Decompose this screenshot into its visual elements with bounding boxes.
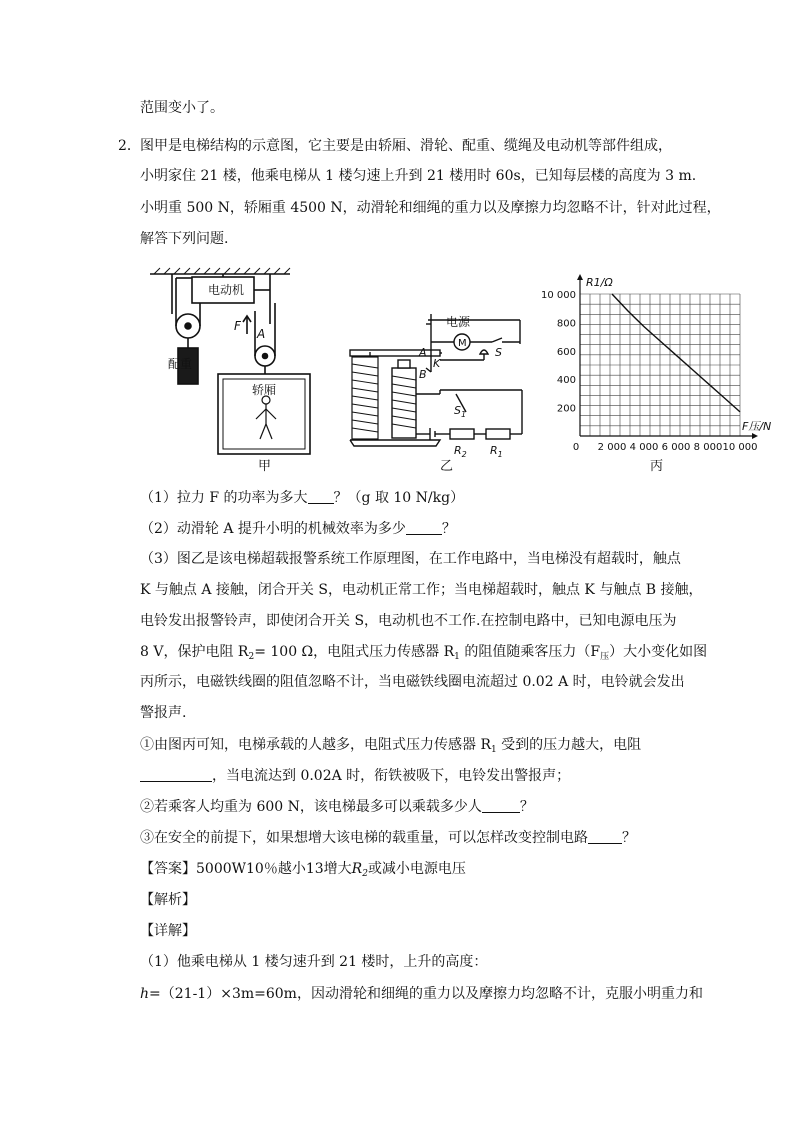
subq-2-text: （2）动滑轮 A 提升小明的机械效率为多少 bbox=[140, 521, 406, 537]
jia-caption: 甲 bbox=[258, 459, 272, 474]
jia-motor-label: 电动机 bbox=[208, 283, 245, 297]
step-1-blank[interactable] bbox=[140, 767, 212, 782]
step-3 bbox=[140, 828, 636, 848]
x-tick-label: 10 000 bbox=[722, 442, 758, 453]
subq-3-line-4-sub2: 1 bbox=[454, 652, 460, 662]
step-1-cont bbox=[140, 766, 570, 786]
subq-2-blank[interactable] bbox=[406, 520, 442, 535]
subq-1 bbox=[140, 488, 464, 508]
detail-h: h bbox=[140, 986, 150, 1002]
yi-contact-a: A bbox=[419, 346, 427, 359]
bing-caption: 丙 bbox=[650, 459, 664, 474]
answer-r-sub: 2 bbox=[362, 869, 368, 879]
jia-cabin-label: 轿厢 bbox=[252, 383, 277, 397]
yi-switch-label: S bbox=[495, 346, 502, 359]
jia-force-label: F bbox=[234, 319, 241, 333]
subq-3-line-4-sub3: 压 bbox=[600, 652, 610, 662]
figure-group bbox=[140, 264, 772, 484]
figures-svg bbox=[140, 264, 772, 484]
subq-1-text: （1）拉力 F 的功率为多大 bbox=[140, 490, 308, 506]
y-tick-label: 200 bbox=[556, 403, 576, 415]
step-1-b: 受到的压力越大，电阻 bbox=[496, 737, 642, 753]
question-stem-line-4: 解答下列问题. bbox=[140, 231, 229, 247]
text-line-0: 范围变小了。 bbox=[140, 100, 224, 116]
x-tick-label: 6 000 bbox=[661, 442, 691, 453]
figure-bing-chart bbox=[541, 274, 771, 453]
detail-line-2-text: =（21-1）×3m=60m，因动滑轮和细绳的重力以及摩擦力均忽略不计，克服小明重力和 bbox=[149, 986, 703, 1002]
yi-contact-k: K bbox=[433, 357, 441, 370]
x-axis-arrow bbox=[752, 433, 758, 439]
yi-contact-b: B bbox=[419, 368, 427, 381]
subq-3-line-4-sub: 2 bbox=[248, 652, 255, 662]
detail-line-2 bbox=[140, 984, 703, 1004]
subq-2-tail: ？ bbox=[441, 521, 456, 537]
yi-power-label: 电源 bbox=[446, 315, 471, 329]
yi-r2-label: $R_2$ bbox=[454, 444, 467, 459]
y-tick-label: 400 bbox=[556, 375, 576, 387]
question-stem-line-1: 图甲是电梯结构的示意图，它主要是由轿厢、滑轮、配重、缆绳及电动机等部件组成， bbox=[140, 138, 672, 154]
step-2 bbox=[140, 797, 534, 817]
step-2-a: ②若乘客人均重为 600 N，该电梯最多可以乘载多少人 bbox=[140, 799, 482, 815]
subq-1-blank[interactable] bbox=[308, 489, 334, 504]
figure-yi bbox=[350, 314, 522, 446]
answer-label: 【答案】 bbox=[140, 861, 196, 877]
x-tick-label: 0 bbox=[572, 442, 580, 453]
step-1-sub: 1 bbox=[491, 745, 497, 755]
x-axis-label: F压/N bbox=[742, 420, 772, 433]
answer-r: R bbox=[351, 861, 363, 877]
step-2-b: ？ bbox=[519, 799, 534, 815]
subq-3-line-1: （3）图乙是该电梯超载报警系统工作原理图，在工作电路中，当电梯没有超载时，触点 bbox=[140, 551, 681, 567]
subq-3-line-4-b: = 100 Ω，电阻式压力传感器 R bbox=[254, 644, 455, 660]
subq-3-line-4 bbox=[140, 642, 707, 667]
subq-3-line-4-c: 的阻值随乘客压力（F bbox=[459, 644, 601, 660]
y-axis-label: R1/Ω bbox=[586, 276, 613, 289]
subq-3-line-5: 丙所示，电磁铁线圈的阻值忽略不计，当电磁铁线圈电流超过 0.02 A 时，电铃就会发出 bbox=[140, 674, 685, 690]
y-tick-label: 600 bbox=[556, 346, 576, 358]
question-stem-line-3: 小明重 500 N，轿厢重 4500 N，动滑轮和细绳的重力以及摩擦力均忽略不计，针对此过程， bbox=[140, 200, 721, 216]
subq-3-line-2: K 与触点 A 接触，闭合开关 S，电动机正常工作；当电梯超载时，触点 K 与触点 B 接触， bbox=[140, 582, 703, 598]
subq-3-line-4-a: 8 V，保护电阻 R bbox=[140, 644, 249, 660]
question-stem-line-2: 小明家住 21 楼，他乘电梯从 1 楼匀速上升到 21 楼用时 60s，已知每层楼的高度为 3 m. bbox=[140, 168, 697, 184]
answer-part-b: 或减小电源电压 bbox=[367, 861, 466, 877]
yi-r1-label: $R_1$ bbox=[490, 444, 503, 459]
y-tick-label: 800 bbox=[556, 318, 576, 330]
subq-3-line-6: 警报声. bbox=[140, 705, 187, 721]
detail-line-1: （1）他乘电梯从 1 楼匀速升到 21 楼时，上升的高度： bbox=[140, 954, 488, 970]
answer-line bbox=[140, 859, 466, 884]
step-3-b: ？ bbox=[622, 830, 636, 846]
subq-2 bbox=[140, 519, 456, 539]
answer-part-a: 5000W10％越小13增大 bbox=[196, 861, 352, 877]
step-3-a: ③在安全的前提下，如果想增大该电梯的载重量，可以怎样改变控制电路 bbox=[140, 830, 588, 846]
step-1-c: ，当电流达到 0.02A 时，衔铁被吸下，电铃发出警报声； bbox=[212, 768, 571, 784]
y-tick-label: 10 000 bbox=[541, 290, 576, 301]
step-1-a: ①由图丙可知，电梯承载的人越多，电阻式压力传感器 R bbox=[140, 737, 491, 753]
step-3-blank[interactable] bbox=[588, 829, 622, 844]
subq-3-line-3: 电铃发出报警铃声，即使闭合开关 S，电动机也不工作.在控制电路中，已知电源电压为 bbox=[140, 613, 677, 629]
yi-motor-label: M bbox=[458, 338, 467, 349]
x-tick-label: 2 000 bbox=[597, 442, 627, 453]
step-2-blank[interactable] bbox=[482, 798, 520, 813]
series-line bbox=[612, 294, 740, 412]
x-tick-label: 4 000 bbox=[629, 442, 659, 453]
yi-s1-label: $S_1$ bbox=[454, 404, 467, 419]
jia-counterweight-label: 配重 bbox=[168, 357, 193, 371]
subq-1-tail: ？（g 取 10 N/kg） bbox=[333, 490, 465, 506]
y-axis-arrow bbox=[577, 274, 583, 280]
subq-3-line-4-d: ）大小变化如图 bbox=[609, 644, 708, 660]
jia-pulley-label: A bbox=[257, 327, 266, 341]
question-number: 2． bbox=[118, 138, 141, 154]
yi-caption: 乙 bbox=[440, 459, 454, 474]
analysis-heading: 【解析】 bbox=[140, 892, 196, 908]
x-tick-label: 8 000 bbox=[693, 442, 723, 453]
step-1 bbox=[140, 735, 641, 760]
detail-heading: 【详解】 bbox=[140, 923, 196, 939]
